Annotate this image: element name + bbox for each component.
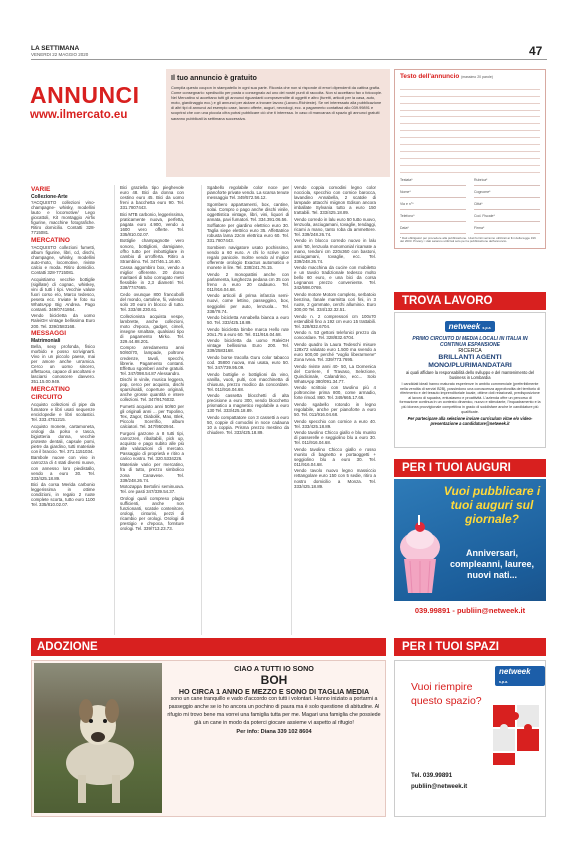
magazine-name: LA SETTIMANA [31, 45, 80, 52]
ad-coupon-form [394, 69, 546, 249]
classified-ad: Vendo tavolino Chicco giallo e rosso munito di bagnetto e portaoggetti + seggiolino blu a euro 30. Tel. 011/916.04.68. [294, 446, 376, 467]
classified-ad: Bambole nuove con vivo in carrozza di 4 stati diversi nuove, con annesso loro piedistallo, vendo a euro 30. Tel. 333/425.18.89. [31, 455, 95, 481]
classified-ad: Vendo cassetta blocchetti di alta precisione a euro 300, vendo blocchetto prismatico a magnetico regolabile a euro 130 Tel. 333/425.18.89. [207, 393, 289, 414]
classified-ad: Fumetti acquisto anni 50/60 per gli originali anni ... per Topolino, Tex, Zagor, Diabolik, Mao, Blek, Piccolo Scerrifio, album calciatori. Tel. 347/9502944. [120, 403, 184, 430]
adozione-description: sono un cane tranquillo e vado d'accordo con tutti i volontari. Hanno iniziato a portarmi a passeggio anche se io ho ancora un pochino di paura ma è solo questione di abitudine. Al rifugio mi trovo bene ma vorrei una famiglia tutta per me. Magari una famiglia che possiede già un cane in modo da poterci giocare assieme vi aspetto al rifugio! [167, 696, 381, 726]
classified-ad: Vendo bicicletta da uomo RaleiGH vintage bellissima Euro 200. Tel. 339/2583168. [31, 313, 95, 329]
classified-ad: Vendo coppia comodini legno color nocciola, specchio con cornice barocca, lavandino Annabella, 2 scatole di lampade attacchi miignon Edison ancora imballate Sylvania tutto a euro 150 trattabili. Tel. 333/425.18.89. [294, 185, 376, 216]
classified-ad: Acquisto collezioni di pipe da fumatore e libri usati sequenze enciclopedie e libri scolastici. Tel. 333.4751215. [31, 401, 95, 423]
form-field-data[interactable]: Data* [400, 226, 466, 234]
spazi-ad [394, 660, 546, 817]
classified-ad: Vendo scrittoio con tavolino più 4 poltroncine prima 800, come armadio, forte rimod. 860. Tel. 349/665.17.66. [294, 385, 376, 401]
spazi-email[interactable]: publiin@netweek.it [411, 783, 468, 790]
form-field-cod-fiscale[interactable]: Cod. Fiscale* [474, 214, 540, 222]
classified-ad: Soffiatore per giardino elettrico euro 30. Taglia siepe elettrico euro 35. Affettatrice robusta lama 22cm elettrica euro 60. Tel. 331.7807443. [207, 223, 289, 244]
classified-ad: Bici MTB carbonio, leggerissima, praticamente nuova, perfetta, pagata euro 4.900, vendo a 1600 vero offerte. Tel. 335/810.02.07. [120, 211, 184, 237]
classified-ad: Vendo compattatore con 3 cassetti a euro 50, coppie di comodini in noce cadauna 10 a coppia. Prisma prezzo mestino da chiudere. Tel. 333/425.18.89. [207, 414, 289, 436]
classified-ad: Vendo bicicletta Annabella bianca a euro 50. Tel. 333/425.18.89. [207, 315, 289, 326]
classifieds-column-4 [294, 185, 376, 490]
trova-line4: ai quali affidare la responsabilità dello sviluppo e del mantenimento del business in Lombardia [405, 370, 535, 380]
classifieds-column-1 [31, 185, 95, 509]
classified-ad: Acquisto monete, cartamoneta, orologi da polso e tasca, bigiotteria donna, vecchie proteste dentali, capsule pomi, pietre da giardino, tutti materiale con il braccio. Tel. 371.1151034. [31, 423, 95, 454]
trova-line1: PRIMO CIRCUITO DI MEDIA LOCALI IN ITALIA IN CONTINUA ESPANSIONE [412, 336, 528, 348]
trova-line6[interactable]: Per partecipare alla selezione inviare curriculum vitae e/o video-presentazione a candidature@netweek.it [407, 416, 533, 427]
form-field-rubrica[interactable]: Rubrica* [474, 178, 540, 186]
header-rule [31, 59, 547, 60]
spazi-question: Vuoi riempire questo spazio? [411, 681, 482, 707]
form-field-cognome[interactable]: Cognome* [474, 190, 540, 198]
classified-ad: Vendo tavolino Chicco giallo e blu munito di passerelle e seggiolino blu a euro 30. Tel. 011/916.04.68. [294, 430, 376, 446]
spazi-contact [411, 770, 541, 792]
classified-ad: Vendo n. 2 compressori cm 100x70 estendibili fino a 192 cm euro 15 trattabili. Tel. 328/832.6704. [294, 313, 376, 329]
section-heading: MESSAGGI [31, 330, 67, 338]
adozione-dog-name: BOH [260, 672, 288, 687]
classified-ad: Furgoni garzone a 8 tutti tipi, carrozzeri, ribaltabili, pick up, acquisto e pago subito alle più alte valutazioni di mercato. Passaggio di proprietà e ritiro a carico nostro. Tel. 320.5334226. [120, 430, 184, 461]
form-field-firma[interactable]: Firma* [474, 226, 540, 234]
classified-ad: Cassa aggombiro box, vendo a miglior offerente. 20 dorso maritaeri di tubo corrugato metri flessibile in 2,3 diametri Tel. 338/7747665. [120, 265, 184, 291]
auguri-ad [394, 479, 546, 621]
annunci-title: ANNUNCI [30, 82, 140, 108]
adozione-text [167, 664, 381, 736]
classified-ad: Motozappa Bertolini seminuova. Tel. ore pasti 347/339.54.37. [120, 484, 184, 495]
form-field-nome[interactable]: Nome* [400, 190, 466, 198]
spazi-phone[interactable]: Tel. 039.99891 [411, 772, 453, 779]
form-title: Testo dell'annuncio (massimo 20 parole) [400, 73, 493, 80]
classifieds-column-3 [207, 185, 289, 437]
netweek-logo: netweek s.p.a. [445, 321, 496, 332]
classified-ad: Vendo tavolo nuovo legno massiccio rettangolare euro 150 con 5 sedie, ritiro a nostro domicilio a Monza. Tel. 333/425.18.89. [294, 468, 376, 489]
classified-ad: Bottiglie champagnotte vero sonoro, bottiglioni, damigiane, offro tutto per imbottigliare in cambio di un'offerta. Ritiro a Strambino. Tel. 347/46.1.16.60. [120, 238, 184, 264]
classified-ad: Vendo bicicletta bimbe marca Hello rute 20x1.75 a euro 60. Tel. 011/916.04.68. [207, 326, 289, 337]
dog-icon [34, 663, 162, 813]
classified-ad: Bici da corsa Merida carbonio leggerissima in ottime condizioni, in regalo 2 ruote complete scorta, tutto euro 1100 Tel. 335/810.02.07. [31, 482, 95, 508]
column-divider [114, 185, 115, 635]
classified-ad: Compro arredamento anni 50/60/70, lampade, poltrone credenze, tavoli, specchi, librerie. Pagamento contanti. Effettuo sgomberi anche gratuiti. Tel. 347/098.54.87 Alessandro. [120, 345, 184, 376]
trova-line5: I candidati ideali hanno maturato esperienze in ambito commerciale (preferibilmente nella vendita di servizi B2B), possiedono una conoscenza approfondita del territorio di riferimento e del tessuto imprenditoriale locale, ottime doti relazionali, predisposizione al lavoro di squadra, entusiasmo e proattività. L'azienda offre un percorso di formazione continua in un contesto dinamico, nuovo e stimolante, l'inquadramento e la più idonea provvigionale competitiva in grado di soddisfare anche le candidature più qualificate. [399, 382, 541, 414]
classified-ad: Vendo motore Motom completo, serbatoio benzina, fanale marmitta cori fini, in 3 ruote, 2 gommate, cerchi alluminio. Euro 300,00 Tel. 334/132.32.51. [294, 291, 376, 313]
classified-ad: Dischi in vinile, musica leggera, pop, cerco per acquisto, dischi sparsi/saldi, coperture originali, anche grosse quantità e intere collezioni. Tel. 347/9176032. [120, 377, 184, 403]
classified-ad: Vendo sgabello rotondo in legno regolabile, anche per pianoforte a euro 50. Tel. 011/916.04.68. [294, 401, 376, 417]
form-text-lines[interactable] [400, 83, 540, 173]
netweek-logo: netweek s.p.a. [495, 666, 545, 686]
subsection-heading: Matrimoniali [31, 338, 61, 345]
annunci-site[interactable]: www.ilmercato.eu [30, 109, 128, 121]
form-note: * Dati obbligatori per procedere alla pubblicazione. I dati forniti verranno utilizzati ai fini della legge 196 del 2003. Privacy: i dati saranno utilizzati solo per la pubblicazione dell'annuncio. [400, 235, 536, 244]
classified-ad: Bella, sexy profonda, fisico morbido e posso scrivignarti. Vivo in un piccolo paese, mai per amore anche un'amica. Cerco un uomo sincero, affettuoso, capace di ascoltarsi e lasciarsi conoscere davvero. 351.15.00.949. [31, 344, 95, 385]
trova-lavoro-header: TROVA LAVORO [394, 292, 546, 310]
classified-ad: ?ACQUISTO collezioni vino-champagne- whisky, modellini lauto e locomotive/ Lego giocattoli, Kit montaggio Airfix figurine, macchine fotografiche. Ritiro domicilio. Contatti 328-7715081. [31, 200, 95, 236]
classified-ad: Vendo 2 monopattini anche con parlamenta, lunghezza pedana cm 35 con freno a euro 20 cadauno. Tel. 011/916.04.68. [207, 271, 289, 292]
classified-ad: Collezionista acquista vespe, lambrette, anche collezioni, moto d'epoca, gadget, cimeli, insegne smaltate, qualsiasi tipo di pagamento Mirko. Tel. 329.44.88.201. [120, 313, 184, 344]
section-heading: MERCATINO CIRCUITO [31, 385, 70, 401]
classified-ad: Sombiem navigatore usato pochissimo, vendo a 60 euro. A chi lo scrive non regalo panicole. Inoltre vendo al miglior offerente orologio Exactus automatico e monete in lire. Tel. 338/241.76.15. [207, 245, 289, 271]
classifieds-column-2 [120, 185, 184, 533]
classified-ad: Vendo in blocco corredo nuovo in lalu anni '50, lenzuola monomonial ricamate a mano, tendoni cm 220x360 con bastoni, asciugamani, tovaglie, ecc. Tel. 339/248.26.74. [294, 238, 376, 264]
classified-ad: Sgabello regolabile color noce per pianoforte private vendo. La scarsa tenute messaggio Tel. 349/572.56.12. [207, 185, 290, 201]
classified-ad: ?ACQUISTO collezioni fumetti, album figurine, libri, cd, dischi, champagne, whisky, modellini auto-moto, locomotive, riviste calcio e moda. Ritiro domicilio. Contatti 328-7715081. [31, 244, 95, 276]
trova-line3: BRILLANTI AGENTI MONO/PLURIMANDATARI [428, 354, 512, 369]
classified-ad: Acquistiamo vecchie bottiglie (sigillate) di cognac, whiskey, vini di tutti i tipi. Vecchie valute fuori corso e/o, Marco tedesco, peseta ecc. Inviate le foto su WhatsApp Big Andrea. Pago contanti. 349/0741864. [31, 276, 95, 312]
classified-ad: Vendo specchio con cornice a euro 40. Tel. 333/425.18.89. [294, 418, 376, 429]
classified-ad: Orologi quali compreso plagiu sufficienti, anche non funzionanti, scatole contenitore, orologi, cinturini, pezzi di ricambio per orologi. Orologi di prestigio e d'epoca, forniture orologi. Tel. 339/713.23.73. [120, 495, 184, 531]
issue-date: VENERDI 22 MAGGIO 2020 [31, 52, 89, 57]
form-field-testata[interactable]: Testata* [400, 178, 466, 186]
adozione-contact: Per info: Diana 339 102 8604 [236, 728, 312, 735]
auguri-contact[interactable]: 039.99891 - publiin@netweek.it [394, 601, 546, 621]
puzzle-icon [489, 699, 545, 769]
form-fields [400, 178, 540, 234]
auguri-header: PER I TUOI AUGURI [394, 459, 546, 477]
classified-ad: Materiale vario per mercatino, fra di tutto, prezzo simbolico zona Canavese. Tel. 339/248.26.74. [120, 462, 184, 483]
column-divider [201, 185, 202, 635]
classified-ad: Vendo corredo in lalu euro 50 tutto nuovo, lenzuola, asciugamani, tovaglie, tendaggi, ricami a mano, tanto roba da ammettere. Tel. 339/248.26.74. [294, 216, 376, 237]
section-heading: VARIE [31, 186, 51, 193]
classified-ad: Bici graziella tipo pieghevole euro 48. Bici da donna con cestino euro 45. Bici da uomo freni a bacchetta euro 90. Tel. 331.7807443. [120, 185, 184, 211]
classified-ad: Vendo articoli di prima infanzia semi- nuovi, come lettino, passeggino, box, seggiolini per auto, lenzuola... Tel. 338/78.74. [207, 293, 289, 314]
adozione-age-size: HO CIRCA 1 ANNO E MEZZO E SONO DI TAGLIA MEDIA [178, 686, 370, 696]
classified-ad: Cedo ovunque 800 francobolli del mondo, cartoline, fii, volendo solo 20 euro in blocco di tutto. Tel. 333/48.230.61. [120, 291, 184, 313]
section-heading: MERCATINO [31, 236, 70, 244]
trova-line2: RICERCA [458, 348, 482, 354]
form-field-telefono[interactable]: Telefono* [400, 214, 466, 222]
trova-lavoro-ad [394, 312, 546, 448]
classified-ad: Vendo macchina da cucire con mobiletto e un tavolo tradizionale tedesco molto bello 60 euro, e una bici da corsa Legnanos prezzo conveniente. Tel. 342/698.0769. [294, 265, 376, 291]
adozione-header: ADOZIONE [31, 638, 386, 656]
info-title: Il tuo annuncio è gratuito [171, 73, 257, 82]
spazi-header: PER I TUOI SPAZI [394, 638, 546, 656]
form-field-citt[interactable]: Città* [474, 202, 540, 210]
cupcake-icon [398, 509, 442, 599]
info-body: Compila questo coupon in stampatello in ogni sua parte. Ricorda che non si risponde di errori dipendenti da cattiva grafia. Come consegnarlo: spedisciilo per posta o consegnalo ad uno dei nostri punti di raccolta. Non si accettano fax o fotocopie. Nel Mercatino si accettano tutti gli annunci riguardanti compravendite di oggetti e altro (furetti, articoli per la casa, auto, moto, giardinaggio ecc.) e gli annunci per aiutare a trovare lavoro (Lavoro-Richieste). Se vei interessato alla pubblicazione di altri tipi di annunci ad esempio case, lavoro offerte, auguri, necrologi, ecc. a pagamento contattaci allo 039.99891 e scoprirai che con una piccola cifra potrai pubblicare ciò che ti interessa. In caso di mancanza di spazio gli annunci gratuiti saranno pubblicati la settimana successiva. [171, 85, 383, 121]
form-hint: (massimo 20 parole) [461, 75, 493, 79]
classified-ad: Vendo riviste anni 40- 50, La Domenica del Corriere, Il Travaso, Selezione, Quindicinale, Calandrino, ecc... Solo WhatsApp 380/091.34.77. [294, 363, 376, 384]
subsection-heading: Collezione-Arte [31, 194, 68, 200]
classified-ad: Vendo bicicletta da uomo RaleiGH vintage bellissima Euro 200. Tel. 339/2583168. [207, 338, 289, 354]
classified-ad: Sgombero appartamenti, box, cantine, solai. Compro o pago anche dischi vinile, oggettistica vintage, libri, vini, liquori di annata, pavi fumatori. Tel. 334.391.06.56. [207, 201, 289, 222]
auguri-headline: Vuoi pubblicare i tuoi auguri sul giornale? [443, 484, 541, 526]
classified-ad: Vendo n. 53 gettoni telefonici prezzo da concordare. Tel. 328/832.6704. [294, 330, 376, 341]
page-number: 47 [529, 44, 543, 58]
classified-ad: Vendo borse tracolla Guru color tabacco cod. 35800 nuova, mai usata, euro 50. Tel. 347/739.95.09. [207, 354, 289, 371]
adozione-greeting: CIAO A TUTTI IO SONO [234, 664, 314, 673]
annunci-logo [30, 83, 162, 140]
free-ad-info-box [166, 69, 390, 177]
column-divider [291, 185, 292, 635]
auguri-occasions: Anniversari, compleanni, lauree, nuovi nati... [449, 548, 535, 580]
classified-ad: Vendo bottiglie e bottiglioni da vino, vanilla, vuoti, pulti, con macchinetta di chiusura, prezzo modico da concordare. Tel. 011/916.04.68. [207, 371, 289, 392]
classified-ad: Vendo quadro la Laura Tedeschi misure 128x72 valutato euro 1.500 ma svendo a euro 500,00 perché "voglio liberarmene" Zona Ivrea. Tel. 339/773.7695. [294, 341, 376, 362]
form-field-via-e-n[interactable]: Via e n°* [400, 202, 466, 210]
dog-photo [34, 663, 162, 813]
